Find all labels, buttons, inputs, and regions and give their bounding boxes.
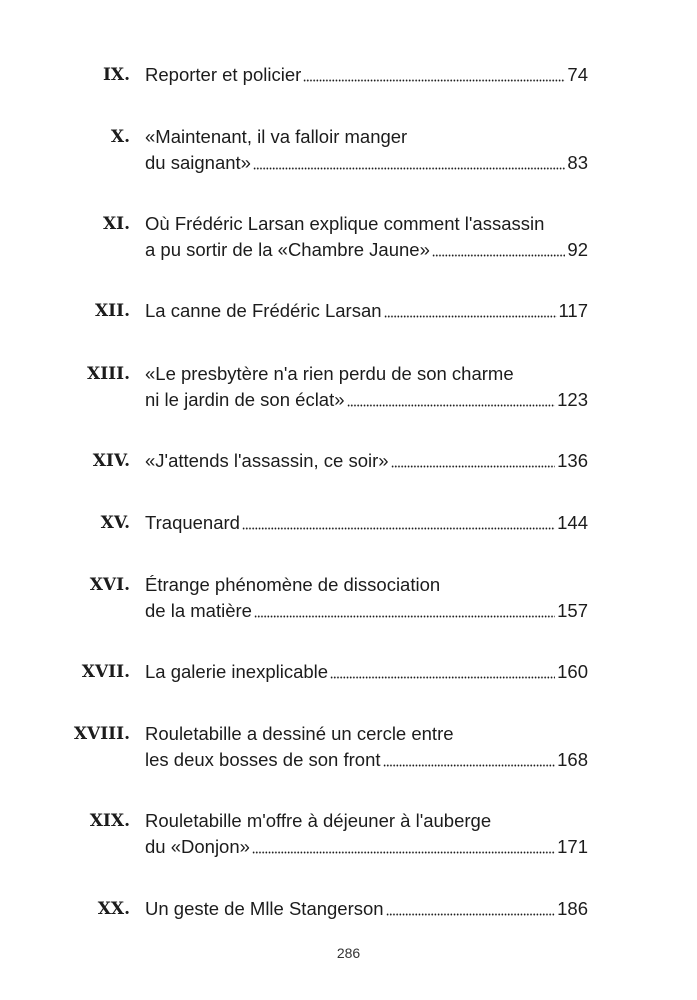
toc-line (145, 448, 588, 474)
dot-leader (252, 849, 555, 854)
chapter-number: XV. (100, 513, 130, 533)
chapter-title: «J'attends l'assassin, ce soir» (145, 450, 389, 471)
chapter-number: XX. (97, 899, 130, 919)
chapter-title-line1: «Maintenant, il va falloir manger (145, 126, 408, 147)
toc-line (145, 598, 588, 624)
dot-leader (391, 463, 556, 468)
toc-line (145, 834, 588, 860)
chapter-title: de la matière (145, 600, 252, 621)
toc-line (145, 387, 588, 413)
chapter-number: XI. (102, 214, 130, 234)
chapter-title: La canne de Frédéric Larsan (145, 300, 382, 321)
chapter-title: du saignant» (145, 152, 251, 173)
toc-line (145, 237, 588, 263)
toc-line (145, 896, 588, 922)
dot-leader (386, 911, 556, 916)
chapter-title: Reporter et policier (145, 64, 302, 85)
chapter-title: les deux bosses de son front (145, 749, 381, 770)
dot-leader (383, 762, 556, 767)
page-ref: 83 (567, 152, 588, 173)
chapter-number: XVI. (89, 575, 130, 595)
chapter-number: XII. (94, 301, 130, 321)
toc-line (145, 150, 588, 176)
chapter-title: ni le jardin de son éclat» (145, 389, 345, 410)
page-ref: 160 (557, 661, 588, 682)
dot-leader (303, 77, 565, 82)
page-ref: 74 (567, 64, 588, 85)
toc-line (145, 298, 588, 324)
dot-leader (432, 252, 566, 257)
page-ref: 123 (557, 389, 588, 410)
dot-leader (347, 402, 556, 407)
chapter-number: XIX. (89, 811, 130, 831)
dot-leader (242, 525, 555, 530)
page-ref: 171 (557, 836, 588, 857)
chapter-title: La galerie inexplicable (145, 661, 329, 682)
chapter-number: IX. (102, 65, 130, 85)
chapter-title-line1: Étrange phénomène de dissociation (145, 574, 441, 595)
chapter-title-line1: Rouletabille a dessiné un cercle entre (145, 723, 454, 744)
page-ref: 117 (558, 300, 588, 321)
page-ref: 157 (557, 600, 588, 621)
dot-leader (330, 674, 555, 679)
chapter-number: XIV. (92, 451, 130, 471)
chapter-title-line1: Rouletabille m'offre à déjeuner à l'auberge (145, 810, 492, 831)
page-ref: 144 (557, 512, 588, 533)
chapter-number: XVIII. (73, 724, 130, 744)
page-ref: 92 (567, 239, 588, 260)
page-ref: 186 (557, 898, 588, 919)
toc-line (145, 659, 588, 685)
page-ref: 168 (557, 749, 588, 770)
chapter-title: Un geste de Mlle Stangerson (145, 898, 384, 919)
dot-leader (254, 613, 555, 618)
chapter-title: a pu sortir de la «Chambre Jaune» (145, 239, 430, 260)
toc-line (145, 747, 588, 773)
toc-line (145, 62, 588, 88)
chapter-title-line1: «Le presbytère n'a rien perdu de son charme (145, 363, 514, 384)
page-number: 286 (336, 945, 361, 961)
chapter-number: X. (110, 127, 130, 147)
dot-leader (253, 165, 565, 170)
chapter-title: du «Donjon» (145, 836, 250, 857)
chapter-title-line1: Où Frédéric Larsan explique comment l'assassin (145, 213, 545, 234)
dot-leader (384, 313, 557, 318)
toc-line (145, 510, 588, 536)
page-ref: 136 (557, 450, 588, 471)
chapter-number: XIII. (87, 364, 130, 384)
chapter-number: XVII. (81, 662, 130, 682)
chapter-title: Traquenard (145, 512, 240, 533)
